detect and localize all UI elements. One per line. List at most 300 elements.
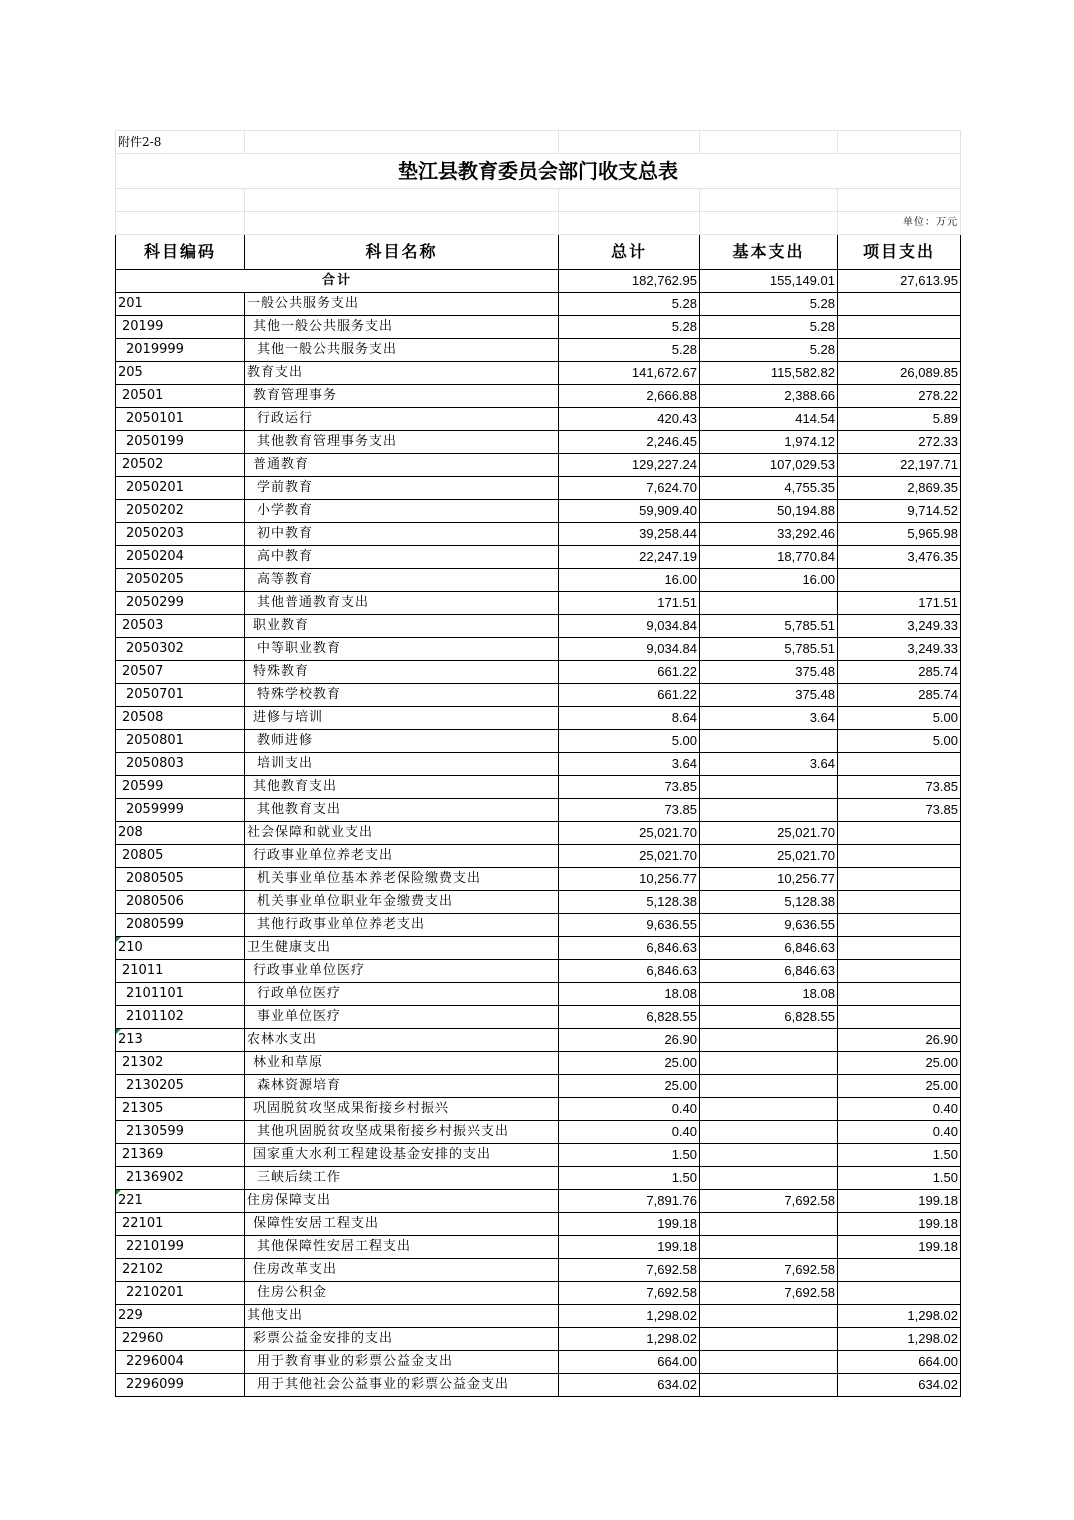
- table-row: [116, 1029, 961, 1052]
- row-code: 2050201: [116, 477, 245, 500]
- row-project: 171.51: [838, 592, 961, 615]
- row-name: 保障性安居工程支出: [245, 1213, 559, 1236]
- row-name: 住房公积金: [245, 1282, 559, 1305]
- row-basic: [700, 1236, 838, 1259]
- row-total: 2,246.45: [559, 431, 700, 454]
- row-code: 221: [116, 1190, 245, 1213]
- row-basic: 6,828.55: [700, 1006, 838, 1029]
- row-code: 20599: [116, 776, 245, 799]
- row-code: 2210201: [116, 1282, 245, 1305]
- row-project: 634.02: [838, 1374, 961, 1397]
- row-code: 21302: [116, 1052, 245, 1075]
- row-basic: 5.28: [700, 316, 838, 339]
- row-total: 3.64: [559, 753, 700, 776]
- table-row: [116, 1121, 961, 1144]
- row-total: 1,298.02: [559, 1305, 700, 1328]
- row-name: 彩票公益金安排的支出: [245, 1328, 559, 1351]
- row-project: 278.22: [838, 385, 961, 408]
- table-row: [116, 546, 961, 569]
- row-name: 机关事业单位职业年金缴费支出: [245, 891, 559, 914]
- row-basic: 7,692.58: [700, 1259, 838, 1282]
- row-basic: [700, 776, 838, 799]
- row-code: 2050299: [116, 592, 245, 615]
- row-code: 21305: [116, 1098, 245, 1121]
- table-row: [116, 1098, 961, 1121]
- row-basic: 5.28: [700, 293, 838, 316]
- row-total: 9,636.55: [559, 914, 700, 937]
- row-project: [838, 891, 961, 914]
- row-name: 农林水支出: [245, 1029, 559, 1052]
- row-basic: 16.00: [700, 569, 838, 592]
- row-basic: 7,692.58: [700, 1282, 838, 1305]
- row-basic: 5,785.51: [700, 615, 838, 638]
- total-project: 27,613.95: [838, 270, 961, 293]
- row-name: 一般公共服务支出: [245, 293, 559, 316]
- row-total: 5.28: [559, 339, 700, 362]
- row-project: 9,714.52: [838, 500, 961, 523]
- row-project: 5.00: [838, 707, 961, 730]
- row-total: 25,021.70: [559, 822, 700, 845]
- row-project: 25.00: [838, 1075, 961, 1098]
- row-total: 7,624.70: [559, 477, 700, 500]
- row-project: 26.90: [838, 1029, 961, 1052]
- row-name: 事业单位医疗: [245, 1006, 559, 1029]
- row-name: 行政事业单位医疗: [245, 960, 559, 983]
- row-project: 25.00: [838, 1052, 961, 1075]
- row-basic: [700, 1098, 838, 1121]
- table-row: [116, 1374, 961, 1397]
- row-basic: 25,021.70: [700, 845, 838, 868]
- row-code: 2050205: [116, 569, 245, 592]
- table-row: [116, 891, 961, 914]
- row-name: 教师进修: [245, 730, 559, 753]
- row-project: [838, 914, 961, 937]
- row-code: 229: [116, 1305, 245, 1328]
- row-total: 39,258.44: [559, 523, 700, 546]
- row-name: 行政单位医疗: [245, 983, 559, 1006]
- row-total: 1,298.02: [559, 1328, 700, 1351]
- table-row: [116, 937, 961, 960]
- row-basic: 1,974.12: [700, 431, 838, 454]
- unit-label: 单位：万元: [838, 212, 961, 235]
- row-basic: 2,388.66: [700, 385, 838, 408]
- row-code: 2050302: [116, 638, 245, 661]
- row-name: 其他一般公共服务支出: [245, 339, 559, 362]
- table-row: [116, 799, 961, 822]
- row-name: 其他支出: [245, 1305, 559, 1328]
- row-project: 3,249.33: [838, 638, 961, 661]
- table-row: [116, 592, 961, 615]
- row-code: 205: [116, 362, 245, 385]
- row-basic: 10,256.77: [700, 868, 838, 891]
- row-basic: 33,292.46: [700, 523, 838, 546]
- row-total: 664.00: [559, 1351, 700, 1374]
- row-name: 特殊学校教育: [245, 684, 559, 707]
- row-basic: 115,582.82: [700, 362, 838, 385]
- table-row: [116, 776, 961, 799]
- row-name: 用于教育事业的彩票公益金支出: [245, 1351, 559, 1374]
- row-project: [838, 845, 961, 868]
- row-basic: 375.48: [700, 661, 838, 684]
- row-total: 141,672.67: [559, 362, 700, 385]
- summary-table: [115, 130, 961, 1397]
- table-row: [116, 523, 961, 546]
- row-code: 2050801: [116, 730, 245, 753]
- table-row: [116, 684, 961, 707]
- row-project: 22,197.71: [838, 454, 961, 477]
- row-basic: [700, 1075, 838, 1098]
- row-total: 25.00: [559, 1075, 700, 1098]
- total-total: 182,762.95: [559, 270, 700, 293]
- table-row: [116, 822, 961, 845]
- row-name: 中等职业教育: [245, 638, 559, 661]
- row-total: 25.00: [559, 1052, 700, 1075]
- row-project: 73.85: [838, 776, 961, 799]
- row-code: 22101: [116, 1213, 245, 1236]
- table-body: [116, 293, 961, 1397]
- row-basic: 5,128.38: [700, 891, 838, 914]
- row-basic: [700, 1167, 838, 1190]
- table-row: [116, 753, 961, 776]
- row-project: 1.50: [838, 1144, 961, 1167]
- row-code: 2050101: [116, 408, 245, 431]
- row-code: 2296099: [116, 1374, 245, 1397]
- table-row: [116, 638, 961, 661]
- row-code: 21369: [116, 1144, 245, 1167]
- header-total: 总计: [559, 235, 700, 270]
- row-total: 16.00: [559, 569, 700, 592]
- table-row: [116, 454, 961, 477]
- row-project: 199.18: [838, 1190, 961, 1213]
- header-row: [116, 235, 961, 270]
- table-row: [116, 500, 961, 523]
- header-code: 科目编码: [116, 235, 245, 270]
- row-project: 73.85: [838, 799, 961, 822]
- row-project: 0.40: [838, 1121, 961, 1144]
- row-project: 272.33: [838, 431, 961, 454]
- row-total: 7,692.58: [559, 1259, 700, 1282]
- row-basic: 18,770.84: [700, 546, 838, 569]
- row-basic: [700, 799, 838, 822]
- row-code: 2059999: [116, 799, 245, 822]
- table-row: [116, 960, 961, 983]
- row-project: [838, 822, 961, 845]
- row-total: 26.90: [559, 1029, 700, 1052]
- row-code: 208: [116, 822, 245, 845]
- row-project: [838, 937, 961, 960]
- row-total: 22,247.19: [559, 546, 700, 569]
- row-basic: 6,846.63: [700, 960, 838, 983]
- table-row: [116, 1236, 961, 1259]
- row-total: 634.02: [559, 1374, 700, 1397]
- row-total: 171.51: [559, 592, 700, 615]
- row-name: 教育管理事务: [245, 385, 559, 408]
- row-code: 2080505: [116, 868, 245, 891]
- table-row: [116, 1144, 961, 1167]
- row-basic: 3.64: [700, 753, 838, 776]
- table-row: [116, 707, 961, 730]
- row-basic: [700, 1121, 838, 1144]
- row-total: 1.50: [559, 1144, 700, 1167]
- row-project: 2,869.35: [838, 477, 961, 500]
- table-row: [116, 431, 961, 454]
- table-row: [116, 914, 961, 937]
- row-project: 3,249.33: [838, 615, 961, 638]
- row-project: 1.50: [838, 1167, 961, 1190]
- row-project: [838, 753, 961, 776]
- row-project: [838, 960, 961, 983]
- table-row: [116, 615, 961, 638]
- table-row: [116, 1006, 961, 1029]
- row-total: 199.18: [559, 1236, 700, 1259]
- row-total: 9,034.84: [559, 615, 700, 638]
- row-basic: [700, 1305, 838, 1328]
- table-row: [116, 1351, 961, 1374]
- table-row: [116, 1305, 961, 1328]
- table-row: [116, 1052, 961, 1075]
- budget-sheet: [115, 130, 960, 1397]
- row-total: 59,909.40: [559, 500, 700, 523]
- row-project: 664.00: [838, 1351, 961, 1374]
- row-basic: [700, 1052, 838, 1075]
- row-code: 20805: [116, 845, 245, 868]
- header-basic: 基本支出: [700, 235, 838, 270]
- row-name: 普通教育: [245, 454, 559, 477]
- row-code: 2050204: [116, 546, 245, 569]
- row-code: 2019999: [116, 339, 245, 362]
- row-project: [838, 316, 961, 339]
- row-name: 行政事业单位养老支出: [245, 845, 559, 868]
- row-project: 0.40: [838, 1098, 961, 1121]
- row-total: 5.28: [559, 293, 700, 316]
- row-name: 社会保障和就业支出: [245, 822, 559, 845]
- row-total: 661.22: [559, 661, 700, 684]
- row-project: [838, 569, 961, 592]
- row-total: 6,828.55: [559, 1006, 700, 1029]
- row-name: 职业教育: [245, 615, 559, 638]
- row-total: 18.08: [559, 983, 700, 1006]
- row-code: 2080599: [116, 914, 245, 937]
- row-code: 2130599: [116, 1121, 245, 1144]
- table-row: [116, 1328, 961, 1351]
- row-name: 其他保障性安居工程支出: [245, 1236, 559, 1259]
- row-code: 213: [116, 1029, 245, 1052]
- row-total: 73.85: [559, 799, 700, 822]
- row-name: 初中教育: [245, 523, 559, 546]
- table-row: [116, 661, 961, 684]
- row-name: 其他巩固脱贫攻坚成果衔接乡村振兴支出: [245, 1121, 559, 1144]
- table-row: [116, 730, 961, 753]
- row-basic: [700, 592, 838, 615]
- row-name: 培训支出: [245, 753, 559, 776]
- row-project: 199.18: [838, 1236, 961, 1259]
- total-row: [116, 270, 961, 293]
- row-name: 行政运行: [245, 408, 559, 431]
- total-label: 合计: [116, 270, 559, 293]
- row-project: 26,089.85: [838, 362, 961, 385]
- row-project: [838, 339, 961, 362]
- table-row: [116, 983, 961, 1006]
- row-basic: 9,636.55: [700, 914, 838, 937]
- row-project: 5.89: [838, 408, 961, 431]
- table-row: [116, 339, 961, 362]
- row-total: 5.28: [559, 316, 700, 339]
- row-basic: 3.64: [700, 707, 838, 730]
- row-total: 5,128.38: [559, 891, 700, 914]
- row-project: 199.18: [838, 1213, 961, 1236]
- row-name: 卫生健康支出: [245, 937, 559, 960]
- table-row: [116, 1213, 961, 1236]
- table-row: [116, 316, 961, 339]
- row-code: 2101102: [116, 1006, 245, 1029]
- row-total: 73.85: [559, 776, 700, 799]
- row-total: 9,034.84: [559, 638, 700, 661]
- row-name: 住房保障支出: [245, 1190, 559, 1213]
- row-basic: 107,029.53: [700, 454, 838, 477]
- row-basic: 50,194.88: [700, 500, 838, 523]
- row-code: 2050199: [116, 431, 245, 454]
- row-code: 210: [116, 937, 245, 960]
- header-project: 项目支出: [838, 235, 961, 270]
- row-name: 高中教育: [245, 546, 559, 569]
- row-total: 2,666.88: [559, 385, 700, 408]
- row-code: 20501: [116, 385, 245, 408]
- row-name: 进修与培训: [245, 707, 559, 730]
- row-basic: [700, 1374, 838, 1397]
- row-code: 2296004: [116, 1351, 245, 1374]
- row-total: 199.18: [559, 1213, 700, 1236]
- row-total: 7,891.76: [559, 1190, 700, 1213]
- row-basic: [700, 1351, 838, 1374]
- page-title: 垫江县教育委员会部门收支总表: [116, 154, 961, 189]
- row-code: 201: [116, 293, 245, 316]
- table-row: [116, 569, 961, 592]
- row-basic: 375.48: [700, 684, 838, 707]
- row-code: 2050203: [116, 523, 245, 546]
- row-code: 2050803: [116, 753, 245, 776]
- table-row: [116, 1190, 961, 1213]
- total-basic: 155,149.01: [700, 270, 838, 293]
- row-name: 其他行政事业单位养老支出: [245, 914, 559, 937]
- row-total: 420.43: [559, 408, 700, 431]
- table-row: [116, 362, 961, 385]
- header-name: 科目名称: [245, 235, 559, 270]
- table-row: [116, 1167, 961, 1190]
- row-name: 其他教育支出: [245, 799, 559, 822]
- table-row: [116, 408, 961, 431]
- row-basic: 25,021.70: [700, 822, 838, 845]
- row-code: 2210199: [116, 1236, 245, 1259]
- table-row: [116, 868, 961, 891]
- row-code: 21011: [116, 960, 245, 983]
- row-code: 2050202: [116, 500, 245, 523]
- row-name: 其他普通教育支出: [245, 592, 559, 615]
- row-name: 森林资源培育: [245, 1075, 559, 1098]
- row-name: 其他教育管理事务支出: [245, 431, 559, 454]
- row-project: [838, 868, 961, 891]
- row-project: 285.74: [838, 661, 961, 684]
- row-project: 285.74: [838, 684, 961, 707]
- row-total: 661.22: [559, 684, 700, 707]
- row-total: 6,846.63: [559, 937, 700, 960]
- row-code: 20502: [116, 454, 245, 477]
- row-basic: [700, 730, 838, 753]
- row-basic: [700, 1029, 838, 1052]
- row-basic: 4,755.35: [700, 477, 838, 500]
- row-code: 2130205: [116, 1075, 245, 1098]
- row-total: 25,021.70: [559, 845, 700, 868]
- row-project: 1,298.02: [838, 1305, 961, 1328]
- row-name: 学前教育: [245, 477, 559, 500]
- row-project: 5,965.98: [838, 523, 961, 546]
- row-name: 三峡后续工作: [245, 1167, 559, 1190]
- row-name: 林业和草原: [245, 1052, 559, 1075]
- row-total: 10,256.77: [559, 868, 700, 891]
- row-code: 2101101: [116, 983, 245, 1006]
- row-total: 6,846.63: [559, 960, 700, 983]
- table-row: [116, 1259, 961, 1282]
- row-name: 住房改革支出: [245, 1259, 559, 1282]
- row-code: 2050701: [116, 684, 245, 707]
- row-total: 1.50: [559, 1167, 700, 1190]
- row-project: 5.00: [838, 730, 961, 753]
- row-total: 0.40: [559, 1121, 700, 1144]
- row-total: 129,227.24: [559, 454, 700, 477]
- row-project: [838, 983, 961, 1006]
- row-total: 0.40: [559, 1098, 700, 1121]
- row-total: 8.64: [559, 707, 700, 730]
- row-project: [838, 1259, 961, 1282]
- row-code: 2136902: [116, 1167, 245, 1190]
- row-total: 7,692.58: [559, 1282, 700, 1305]
- row-basic: [700, 1328, 838, 1351]
- row-basic: [700, 1144, 838, 1167]
- row-code: 22102: [116, 1259, 245, 1282]
- row-code: 2080506: [116, 891, 245, 914]
- row-name: 教育支出: [245, 362, 559, 385]
- row-code: 20507: [116, 661, 245, 684]
- row-project: [838, 1006, 961, 1029]
- row-basic: 7,692.58: [700, 1190, 838, 1213]
- row-code: 20503: [116, 615, 245, 638]
- row-project: [838, 1282, 961, 1305]
- row-basic: 18.08: [700, 983, 838, 1006]
- row-name: 用于其他社会公益事业的彩票公益金支出: [245, 1374, 559, 1397]
- attachment-label: 附件2-8: [116, 131, 245, 154]
- row-project: 3,476.35: [838, 546, 961, 569]
- table-row: [116, 385, 961, 408]
- row-name: 小学教育: [245, 500, 559, 523]
- table-row: [116, 477, 961, 500]
- table-row: [116, 845, 961, 868]
- row-code: 20199: [116, 316, 245, 339]
- row-basic: 5,785.51: [700, 638, 838, 661]
- row-name: 巩固脱贫攻坚成果衔接乡村振兴: [245, 1098, 559, 1121]
- row-basic: [700, 1213, 838, 1236]
- table-row: [116, 1282, 961, 1305]
- table-row: [116, 293, 961, 316]
- row-code: 22960: [116, 1328, 245, 1351]
- row-name: 高等教育: [245, 569, 559, 592]
- row-name: 国家重大水利工程建设基金安排的支出: [245, 1144, 559, 1167]
- row-name: 机关事业单位基本养老保险缴费支出: [245, 868, 559, 891]
- row-project: 1,298.02: [838, 1328, 961, 1351]
- table-row: [116, 1075, 961, 1098]
- row-name: 其他一般公共服务支出: [245, 316, 559, 339]
- row-project: [838, 293, 961, 316]
- row-name: 特殊教育: [245, 661, 559, 684]
- row-basic: 414.54: [700, 408, 838, 431]
